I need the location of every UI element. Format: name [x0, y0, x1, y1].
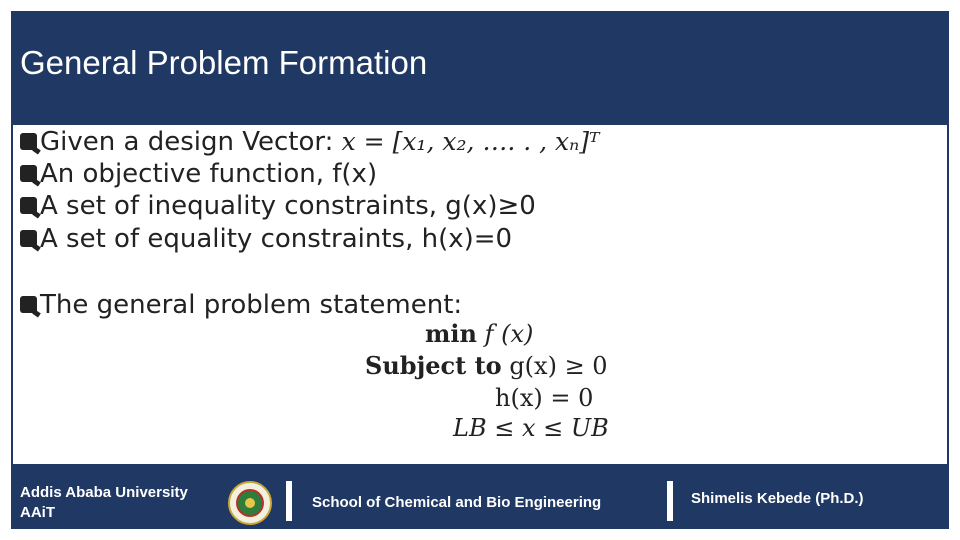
subject-to-line	[365, 351, 608, 380]
bounds-line	[453, 414, 609, 442]
bounds-expr: LB ≤ x ≤ UB	[453, 414, 609, 442]
bullet-text: The general problem statement:	[40, 290, 463, 320]
footer-author: Shimelis Kebede (Ph.D.)	[691, 490, 864, 507]
inequality-expr: g(x) ≥ 0	[509, 352, 608, 380]
bullet-objective	[20, 157, 377, 191]
bullet-text: A set of inequality constraints, g(x)≥0	[40, 191, 536, 221]
bullet-inequality	[20, 189, 536, 223]
content-area	[11, 123, 949, 466]
bullet-design-vector	[20, 125, 600, 159]
footer-institution	[20, 483, 188, 523]
institution-name: Addis Ababa University	[20, 484, 188, 501]
bullet-text: A set of equality constraints, h(x)=0	[40, 224, 513, 254]
bullet-text: An objective function, f(x)	[40, 159, 378, 189]
institution-abbrev: AAiT	[20, 504, 55, 521]
bullet-equality	[20, 222, 512, 256]
bullet-icon	[20, 230, 37, 247]
bullet-icon	[20, 165, 37, 182]
bullet-text: Given a design Vector:	[40, 127, 342, 157]
bullet-icon	[20, 133, 37, 150]
subject-keyword: Subject to	[365, 351, 502, 380]
equality-expr: h(x) = 0	[495, 384, 594, 412]
objective-expr: f (x)	[484, 320, 534, 348]
footer-school: School of Chemical and Bio Engineering	[312, 494, 602, 511]
min-keyword: min	[425, 319, 477, 348]
bullet-icon	[20, 197, 37, 214]
equality-line	[495, 384, 593, 412]
min-line	[425, 319, 533, 348]
bullet-icon	[20, 296, 37, 313]
bullet-problem-statement	[20, 288, 462, 322]
university-seal-icon	[228, 481, 272, 525]
footer-divider	[667, 481, 673, 521]
design-vector-math: x = [x₁, x₂, …. . , xₙ]ᵀ	[341, 127, 600, 156]
slide-title: General Problem Formation	[20, 44, 428, 81]
footer-divider	[286, 481, 292, 521]
